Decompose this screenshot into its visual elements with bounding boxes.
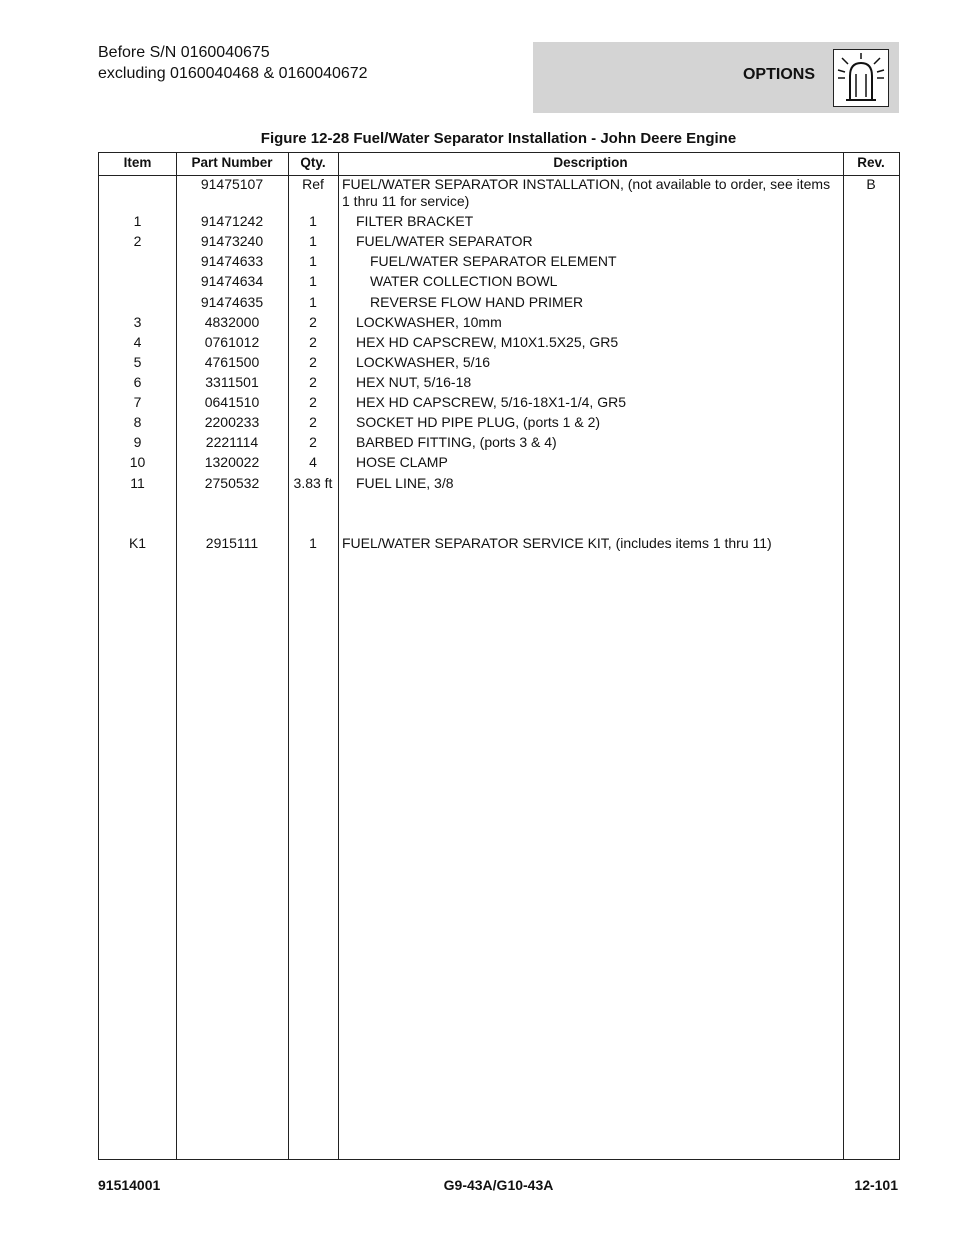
col-header-description: Description xyxy=(553,155,628,170)
row-description: FUEL/WATER SEPARATOR xyxy=(356,233,533,249)
row-part-number: 2200233 xyxy=(204,414,260,430)
row-description: FUEL LINE, 3/8 xyxy=(356,475,454,491)
row-qty: 1 xyxy=(309,213,317,229)
row-description: FUEL/WATER SEPARATOR INSTALLATION, (not available to order, see items 1 thru 11 for service) xyxy=(342,176,831,209)
footer-doc-number: 91514001 xyxy=(98,1177,161,1193)
row-item: 6 xyxy=(133,374,142,390)
row-qty: 1 xyxy=(309,535,317,551)
row-part-number: 91474634 xyxy=(200,273,264,289)
row-rev: B xyxy=(866,176,876,192)
row-qty: 1 xyxy=(309,273,317,289)
section-tab xyxy=(533,42,899,113)
row-description: FILTER BRACKET xyxy=(356,213,474,229)
row-part-number: 91471242 xyxy=(200,213,264,229)
row-item: 9 xyxy=(133,434,142,450)
row-description: BARBED FITTING, (ports 3 & 4) xyxy=(356,434,557,450)
row-item: 7 xyxy=(133,394,142,410)
col-header-qty: Qty. xyxy=(300,155,326,170)
row-description: FUEL/WATER SEPARATOR ELEMENT xyxy=(370,253,617,269)
row-item: 4 xyxy=(133,334,142,350)
col-header-rev: Rev. xyxy=(857,155,885,170)
row-qty: Ref xyxy=(302,176,324,192)
figure-title: Figure 12-28 Fuel/Water Separator Installation - John Deere Engine xyxy=(260,130,737,147)
row-part-number: 91475107 xyxy=(200,176,264,192)
row-description: WATER COLLECTION BOWL xyxy=(370,273,558,289)
row-item: 11 xyxy=(130,475,145,491)
row-item: 10 xyxy=(129,454,146,470)
row-part-number: 2221114 xyxy=(205,434,259,450)
row-qty: 3.83 ft xyxy=(293,475,333,491)
light-beacon-icon xyxy=(833,49,889,107)
row-part-number: 2750532 xyxy=(204,475,260,491)
section-label: OPTIONS xyxy=(742,66,815,83)
row-qty: 2 xyxy=(309,414,317,430)
row-part-number: 3311501 xyxy=(205,374,259,390)
row-qty: 2 xyxy=(309,374,317,390)
row-part-number: 2915111 xyxy=(205,535,259,551)
row-description: LOCKWASHER, 5/16 xyxy=(356,354,491,370)
row-item: 2 xyxy=(133,233,142,249)
row-description: REVERSE FLOW HAND PRIMER xyxy=(370,294,584,310)
row-part-number: 91474635 xyxy=(200,294,264,310)
serial-note-line2: excluding 0160040468 & 0160040672 xyxy=(98,65,368,82)
row-description: HEX HD CAPSCREW, 5/16-18X1-1/4, GR5 xyxy=(356,394,626,410)
row-qty: 2 xyxy=(309,354,317,370)
parts-table xyxy=(98,152,900,1160)
row-description: LOCKWASHER, 10mm xyxy=(356,314,502,330)
footer-model: G9-43A/G10-43A xyxy=(443,1177,554,1193)
row-item: 5 xyxy=(133,354,142,370)
row-part-number: 1320022 xyxy=(204,454,260,470)
row-qty: 1 xyxy=(309,294,317,310)
serial-note-line1: Before S/N 0160040675 xyxy=(98,44,270,61)
col-header-part-number: Part Number xyxy=(191,155,273,170)
row-part-number: 4832000 xyxy=(204,314,260,330)
row-description: HEX HD CAPSCREW, M10X1.5X25, GR5 xyxy=(356,334,619,350)
row-part-number: 4761500 xyxy=(204,354,260,370)
row-description: FUEL/WATER SEPARATOR SERVICE KIT, (includes items 1 thru 11) xyxy=(342,535,772,551)
row-qty: 1 xyxy=(309,253,317,269)
row-description: HOSE CLAMP xyxy=(356,454,448,470)
row-part-number: 91474633 xyxy=(200,253,264,269)
row-qty: 2 xyxy=(309,334,317,350)
row-qty: 2 xyxy=(309,394,317,410)
row-qty: 2 xyxy=(309,434,317,450)
row-item: 8 xyxy=(133,414,142,430)
row-item: K1 xyxy=(128,535,147,551)
row-item: 3 xyxy=(133,314,142,330)
row-qty: 2 xyxy=(309,314,317,330)
row-part-number: 0761012 xyxy=(204,334,260,350)
row-item: 1 xyxy=(133,213,142,229)
row-part-number: 0641510 xyxy=(204,394,260,410)
row-part-number: 91473240 xyxy=(200,233,264,249)
row-qty: 1 xyxy=(309,233,317,249)
col-header-item: Item xyxy=(123,155,152,170)
row-qty: 4 xyxy=(309,454,317,470)
row-description: HEX NUT, 5/16-18 xyxy=(356,374,472,390)
row-description: SOCKET HD PIPE PLUG, (ports 1 & 2) xyxy=(356,414,601,430)
footer-page-number: 12-101 xyxy=(854,1177,898,1193)
serial-note xyxy=(98,42,368,84)
